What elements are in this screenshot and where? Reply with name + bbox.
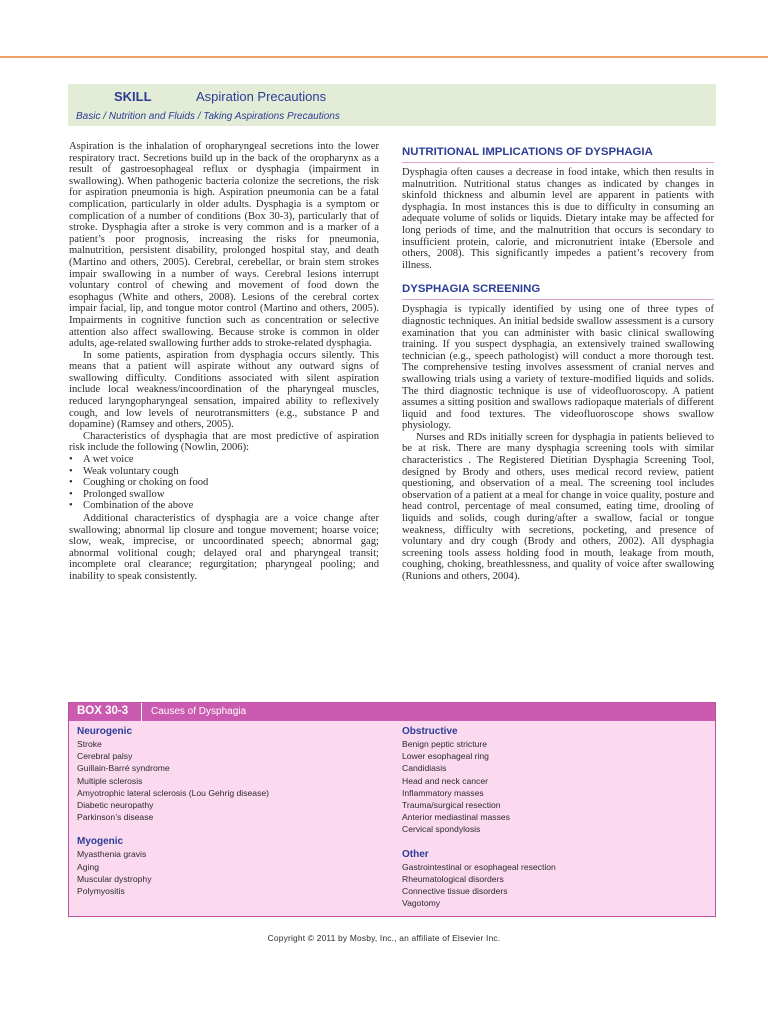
characteristics-paragraph: Characteristics of dysphagia that are most predictive of aspiration risk include the following (Nowlin, 2006): — [69, 430, 379, 454]
list-item: Vagotomy — [402, 898, 441, 909]
characteristics-list — [69, 454, 379, 512]
list-item: Gastrointestinal or esophageal resection — [402, 861, 556, 872]
copyright-footer: Copyright © 2011 by Mosby, Inc., an affiliate of Elsevier Inc. — [267, 933, 501, 943]
screening-paragraph: Dysphagia is typically identified by using one of three types of diagnostic techniques. An initial bedside swallow assessment is a cursory examination that you can administer with basic clinical swallowing training. If you suspect dysphagia, an extensively trained swallowing technician (e.g., speech pathologist) will conduct a more thorough test. The comprehensive testing involves assessment of cranial nerves and swallowing trials using a variety of texture-modified liquids and solids. The third diagnostic technique is use of videofluoroscopy. A patient assumes a sitting position and swallows radiopaque materials of different liquid and food textures. The videofluoroscope shows swallow physiology. — [402, 304, 714, 432]
list-item: Myasthenia gravis — [77, 849, 147, 860]
category-title-myogenic: Myogenic — [77, 836, 124, 848]
right-column — [402, 145, 714, 583]
additional-characteristics-paragraph: Additional characteristics of dysphagia are a voice change after swallowing; abnormal lip closure and tongue movement; hoarse voice; slow, weak, imprecise, or uncoordinated speech; abnormal gag; abnormal volitional cough; delayed oral and pharyngeal transit; incomplete oral clearance; regurgitation; pharyngeal pooling; and inability to speak consistently. — [69, 513, 379, 582]
section-rule — [402, 299, 714, 300]
list-item: Parkinson’s disease — [77, 812, 154, 823]
list-item: Cervical spondylosis — [402, 824, 481, 835]
list-item: Guillain-Barré syndrome — [77, 763, 170, 774]
list-item: Trauma/surgical resection — [402, 800, 501, 811]
list-item: Lower esophageal ring — [402, 751, 489, 762]
breadcrumb: Basic / Nutrition and Fluids / Taking Aspirations Precautions — [76, 111, 340, 122]
screening-tools-paragraph: Nurses and RDs initially screen for dysphagia in patients believed to be at risk. There are many dysphagia screening tools with similar characteristics . The Registered Dietitian Dysphagia Screening Tool, designed by Brody and others, uses medical record review, patient questioning, and observation of a meal. The screening tool includes observation of a patient at a meal for change in voice quality, posture and head control, percentage of meal consumed, eating time, drooling of liquids and solids, cough during/after a swallow, facial or tongue weakness, difficulty with secretions, pocketing, and presence of voluntary and dry cough (Brody and others, 2002). All dysphagia screening tools assess holding food in mouth, leakage from mouth, coughing, choking, breathlessness, and quality of voice after swallowing (Runions and others, 2004). — [402, 431, 714, 582]
list-item: Head and neck cancer — [402, 775, 488, 786]
skill-header — [68, 84, 716, 126]
box-header — [69, 703, 715, 721]
list-item: • Coughing or choking on food — [69, 477, 379, 489]
nutritional-paragraph: Dysphagia often causes a decrease in food intake, which then results in malnutrition. Nutritional status changes as indicated by changes in skinfold thickness and albumin level are apparent in patients with dysphagia. In most instances this is due to difficulty in consuming an adequate volume of solids or liquids. Dietary intake may be affected for long periods of time, and the malnutrition that occurs is secondary to insufficient protein, calorie, and micronutrient intake (Ebersole and others, 2008). This significantly impedes a patient’s recovery from illness. — [402, 167, 714, 271]
section-heading-nutritional: NUTRITIONAL IMPLICATIONS OF DYSPHAGIA — [402, 146, 653, 158]
list-item: • Weak voluntary cough — [69, 466, 379, 478]
box-right-column — [402, 725, 702, 909]
top-rule — [0, 56, 768, 58]
section-rule — [402, 162, 714, 163]
list-item: Aging — [77, 861, 99, 872]
list-item: Connective tissue disorders — [402, 886, 508, 897]
box-left-column — [77, 725, 377, 897]
category-title-obstructive: Obstructive — [402, 726, 458, 737]
box-title: Causes of Dysphagia — [151, 706, 247, 717]
list-item: Amyotrophic lateral sclerosis (Lou Gehrig disease) — [77, 787, 270, 798]
intro-paragraph: Aspiration is the inhalation of oropharyngeal secretions into the lower respiratory tract. Secretions build up in the back of the oropharynx as a result of gastroesophageal reflux or dysphagia (impairment in swallowing). When pathogenic bacteria colonize the secretions, the risk for aspiration pneumonia is high. Aspiration pneumonia can be a fatal complication, particularly in older adults. Dysphagia is a symptom or complication of a number of conditions (Box 30-3), particularly that of stroke. Dysphagia after a stroke is very common and is a marker of a patient’s poor prognosis, increasing the risks for pneumonia, malnutrition, persistent disability, prolonged hospital stay, and death (Martino and others, 2005). Cerebral, cerebellar, or brain stem strokes impair swallowing in a number of ways. Cerebral lesions interrupt voluntary control of chewing and movement of food down the esophagus (White and others, 2008). Lesions of the cerebral cortex impair facial, lip, and tongue motor control (Martino and others, 2005). Impairments in cognitive function such as concentration or selective attention also affect swallowing. Because stroke is common in older adults, age-related swallowing further adds to stroke-related dysphagia. — [69, 141, 379, 350]
left-column — [69, 141, 379, 583]
list-item: Candidiasis — [402, 763, 447, 774]
list-item: Inflammatory masses — [402, 787, 484, 798]
skill-title: Aspiration Precautions — [196, 89, 327, 104]
list-item: • Prolonged swallow — [69, 489, 379, 501]
category-title-other: Other — [402, 848, 429, 860]
list-item: Diabetic neuropathy — [77, 800, 154, 811]
silent-aspiration-paragraph: In some patients, aspiration from dysphagia occurs silently. This means that a patient will aspirate without any outward signs of swallowing difficulty. Conditions associated with silent aspiration include local weakness/incoordination of the pharyngeal muscles, reduced laryngopharyngeal sensation, impaired ability to reflexively cough, and low levels of neurotransmitters (e.g., substance P and dopamine) (Ramsey and others, 2005). — [69, 349, 379, 431]
skill-label: SKILL — [114, 89, 152, 104]
list-item: • Combination of the above — [69, 500, 379, 512]
section-heading-screening: DYSPHAGIA SCREENING — [402, 283, 541, 296]
list-item: Multiple sclerosis — [77, 775, 143, 786]
list-item: Benign peptic stricture — [402, 739, 488, 749]
list-item: Polymyositis — [77, 886, 125, 897]
box-header-divider — [141, 703, 142, 721]
list-item: Anterior mediastinal masses — [402, 812, 510, 823]
list-item: Muscular dystrophy — [77, 873, 152, 884]
category-title-neurogenic: Neurogenic — [77, 726, 133, 737]
list-item: Cerebral palsy — [77, 751, 133, 762]
box-causes-of-dysphagia — [68, 702, 716, 917]
list-item: Rheumatological disorders — [402, 873, 504, 884]
list-item: • A wet voice — [69, 454, 379, 466]
list-item: Stroke — [77, 739, 102, 749]
box-number: BOX 30-3 — [77, 705, 129, 717]
